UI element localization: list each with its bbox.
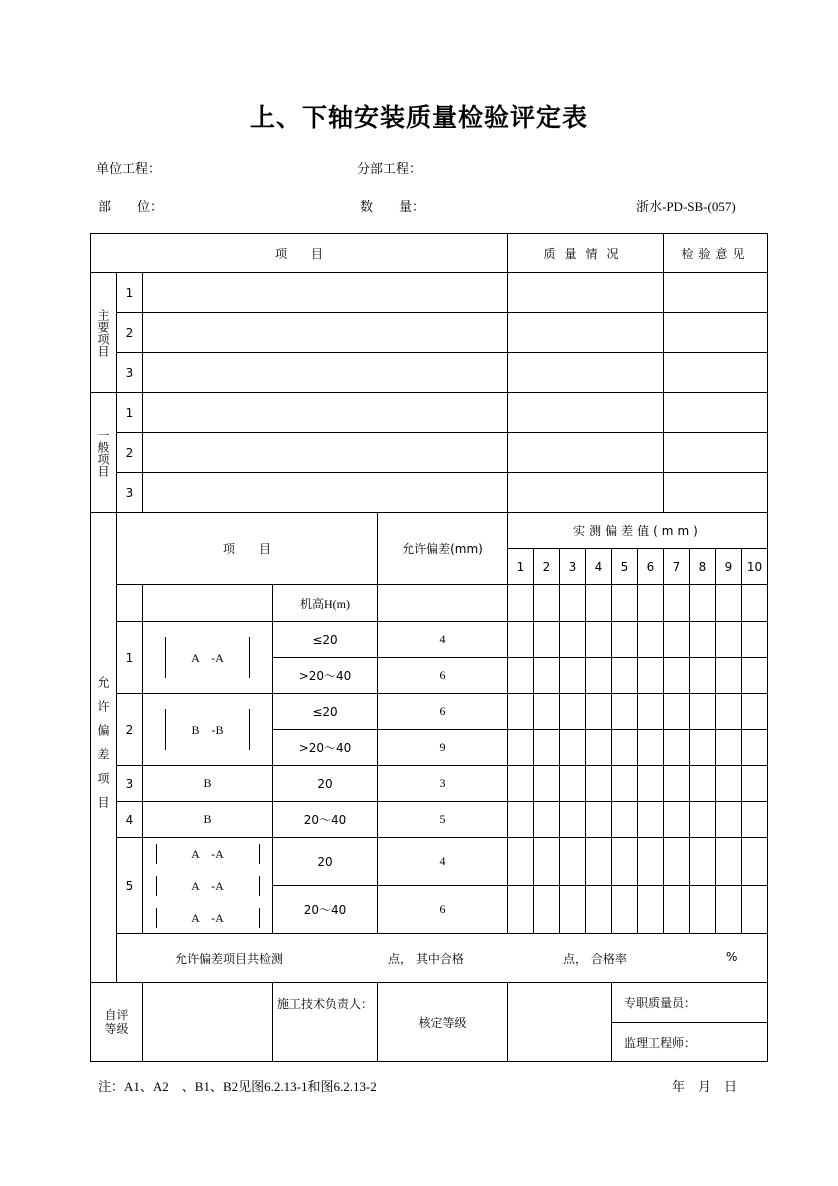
summary-row: 允许偏差项目共检测 点， 其中合格 点， 合格率 % [117,934,768,983]
general-items-group: 一般项目 [91,393,117,513]
measure-col: 7 [664,549,690,585]
row-number: 3 [117,353,143,393]
general-item-3-cell[interactable] [143,473,508,513]
allowed-value: 9 [378,730,508,766]
allowed-value: 3 [378,766,508,802]
axis-label: A -A [143,622,273,694]
height-range: 20～40 [273,802,378,838]
measure-col: 9 [716,549,742,585]
opinion-header: 检验意见 [664,234,768,273]
allowed-value: 6 [378,694,508,730]
quantity-label: 数 量： [360,200,426,215]
general-item-1-cell[interactable] [143,393,508,433]
main-item-2-cell[interactable] [143,313,508,353]
main-item-1-quality[interactable] [508,273,664,313]
blank-cell [143,585,273,622]
row-number: 1 [117,622,143,694]
row-number: 2 [117,433,143,473]
quality-officer-field[interactable]: 专职质量员： [612,983,768,1023]
row-number: 2 [117,313,143,353]
form-code: 浙水-PD-SB-(057) [636,199,736,214]
allowed-value: 4 [378,622,508,658]
axis-label: B [143,766,273,802]
height-range: 20～40 [273,886,378,934]
measure-col: 4 [586,549,612,585]
row-number: 1 [117,273,143,313]
row-number: 4 [117,802,143,838]
main-item-3-quality[interactable] [508,353,664,393]
tech-lead-field[interactable]: 施工技术负责人： [273,983,378,1062]
main-item-1-opinion[interactable] [664,273,768,313]
allowed-value: 6 [378,658,508,694]
row-number: 3 [117,473,143,513]
main-items-group: 主要项目 [91,273,117,393]
approve-level-label: 核定等级 [378,983,508,1062]
height-range: ≤20 [273,694,378,730]
general-item-2-cell[interactable] [143,433,508,473]
allowed-value: 5 [378,802,508,838]
measured-deviation-header: 实测偏差值(mm) [508,513,768,549]
machine-height-label: 机高H(m) [273,585,378,622]
date-label: 年 月 日 [672,1080,738,1095]
item-header: 项 目 [91,234,508,273]
general-item-2-opinion[interactable] [664,433,768,473]
height-range: >20～40 [273,658,378,694]
height-range: ≤20 [273,622,378,658]
measure-col: 6 [638,549,664,585]
main-item-1-cell[interactable] [143,273,508,313]
height-range: 20 [273,838,378,886]
main-item-2-opinion[interactable] [664,313,768,353]
unit-project-label: 单位工程： [96,162,162,177]
part-label: 部 位： [98,200,164,215]
row-number: 1 [117,393,143,433]
general-item-3-quality[interactable] [508,473,664,513]
allowed-value: 4 [378,838,508,886]
row-number: 3 [117,766,143,802]
general-item-1-quality[interactable] [508,393,664,433]
general-item-2-quality[interactable] [508,433,664,473]
main-item-3-cell[interactable] [143,353,508,393]
axis-label: B [143,802,273,838]
measure-col: 8 [690,549,716,585]
row-number: 2 [117,694,143,766]
allowed-deviation-header: 允许偏差(mm) [378,513,508,585]
approve-level-value[interactable] [508,983,612,1062]
main-item-2-quality[interactable] [508,313,664,353]
self-eval-label: 自评等级 [91,983,143,1062]
measure-col: 10 [742,549,768,585]
inspection-table [90,233,768,1062]
page-title: 上、下轴安装质量检验评定表 [249,103,588,132]
general-item-3-opinion[interactable] [664,473,768,513]
supervisor-field[interactable]: 监理工程师： [612,1023,768,1062]
measure-col: 3 [560,549,586,585]
height-range: >20～40 [273,730,378,766]
main-item-3-opinion[interactable] [664,353,768,393]
sub-project-label: 分部工程： [357,162,423,177]
general-item-1-opinion[interactable] [664,393,768,433]
blank-cell [117,585,143,622]
measure-col: 2 [534,549,560,585]
quality-header: 质量情况 [508,234,664,273]
tolerance-item-header: 项 目 [117,513,378,585]
allowed-value: 6 [378,886,508,934]
self-eval-value[interactable] [143,983,273,1062]
footnote: 注：A1、A2 、B1、B2见图6.2.13-1和图6.2.13-2 [98,1079,377,1094]
measure-col: 1 [508,549,534,585]
tolerance-items-group: 允许偏差项目 [91,513,117,983]
row-number: 5 [117,838,143,934]
blank-cell [378,585,508,622]
axis-label-stack: A -A A -A A -A [143,838,273,934]
axis-label: B -B [143,694,273,766]
height-range: 20 [273,766,378,802]
measure-col: 5 [612,549,638,585]
